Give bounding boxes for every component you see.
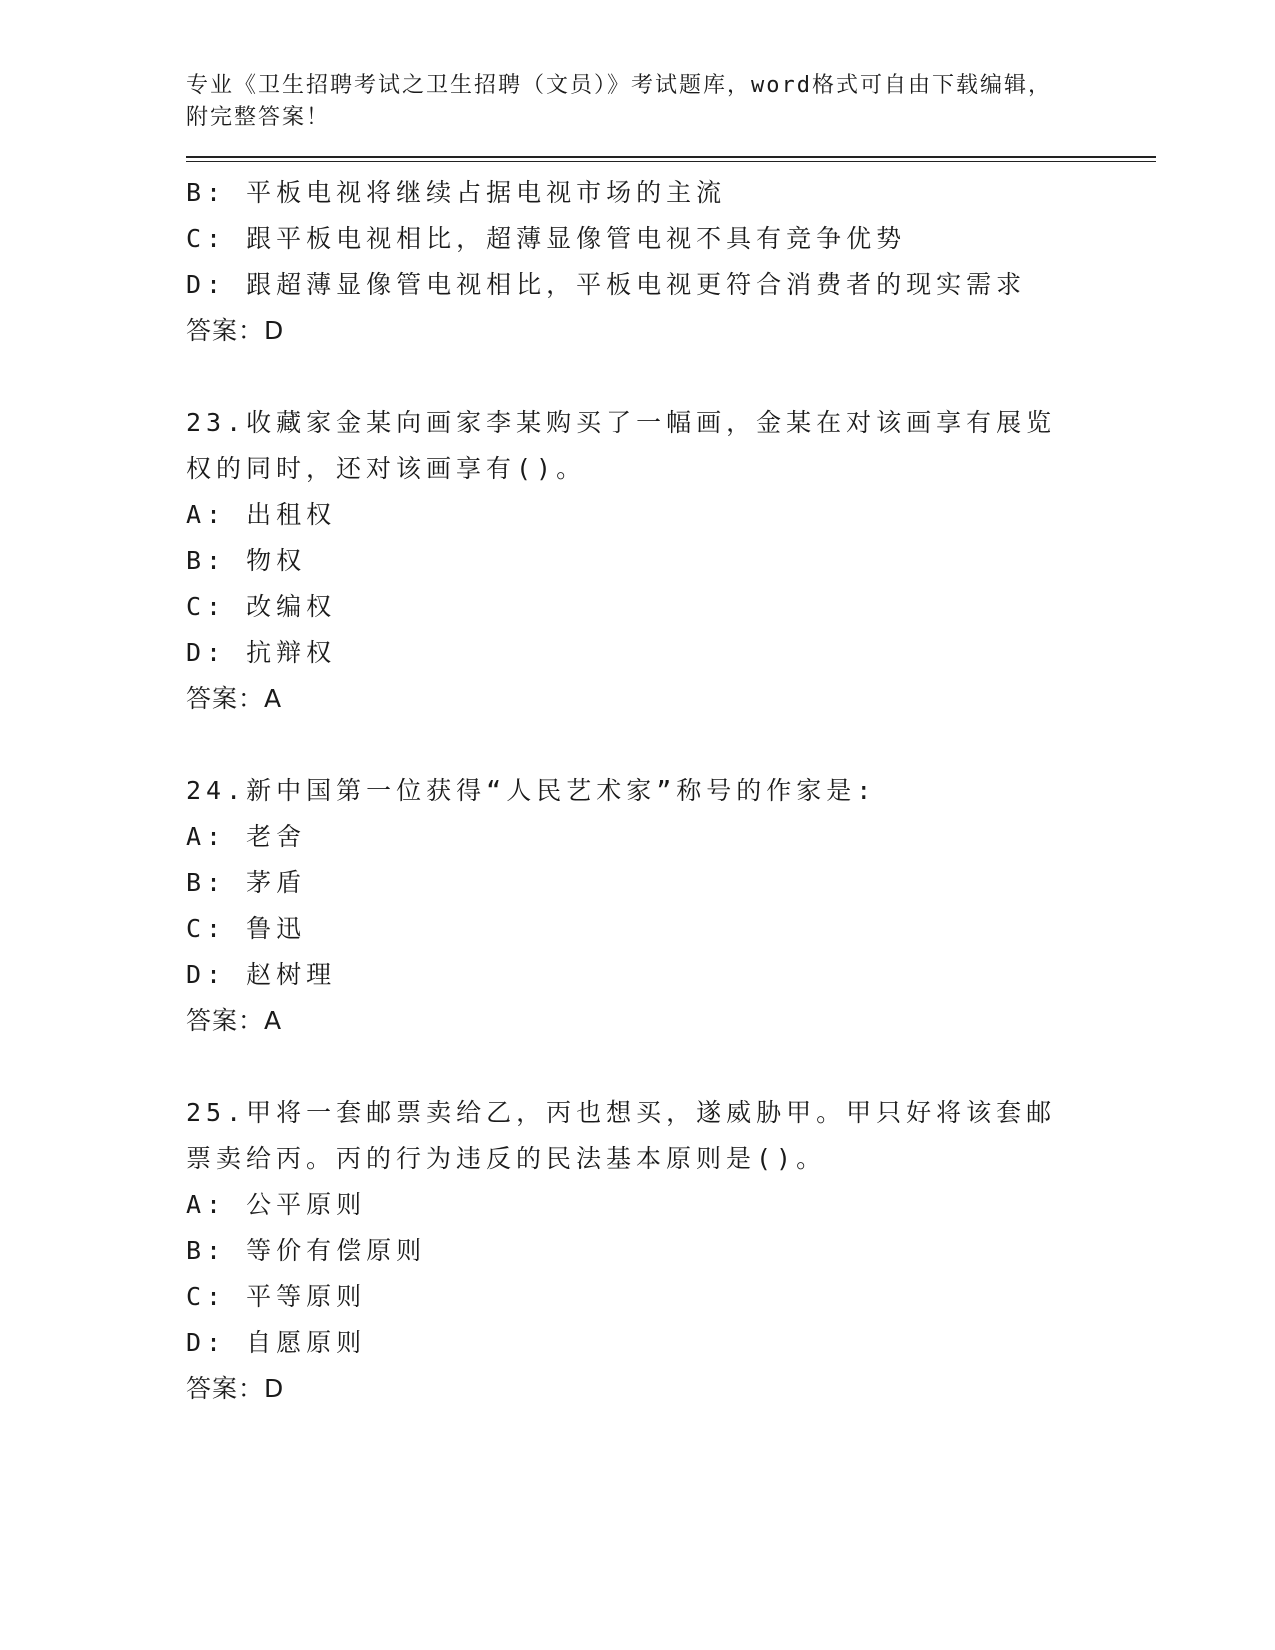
spacer bbox=[186, 1044, 1156, 1090]
option-b: B: 物权 bbox=[186, 546, 307, 575]
option-a: A: 公平原则 bbox=[186, 1190, 367, 1219]
option-b: B: 等价有偿原则 bbox=[186, 1236, 427, 1265]
question-25 bbox=[186, 1090, 1156, 1412]
spacer bbox=[186, 354, 1156, 400]
question-24 bbox=[186, 768, 1156, 1044]
answer-line: 答案：A bbox=[186, 1006, 283, 1035]
question-text: 25.甲将一套邮票卖给乙，丙也想买，遂威胁甲。甲只好将该套邮票卖给丙。丙的行为违反的民法基本原则是()。 bbox=[186, 1098, 1057, 1173]
answer-line: 答案：D bbox=[186, 316, 285, 345]
spacer bbox=[186, 722, 1156, 768]
option-d: D: 赵树理 bbox=[186, 960, 337, 989]
option-d: D: 抗辩权 bbox=[186, 638, 337, 667]
option-c: C: 平等原则 bbox=[186, 1282, 367, 1311]
answer-line: 答案：A bbox=[186, 684, 283, 713]
question-22-continuation bbox=[186, 170, 1156, 354]
option-b: B: 茅盾 bbox=[186, 868, 307, 897]
option-d: D: 自愿原则 bbox=[186, 1328, 367, 1357]
option-b: B: 平板电视将继续占据电视市场的主流 bbox=[186, 178, 727, 207]
question-23 bbox=[186, 400, 1156, 722]
answer-line: 答案：D bbox=[186, 1374, 285, 1403]
option-a: A: 老舍 bbox=[186, 822, 307, 851]
question-text: 23.收藏家金某向画家李某购买了一幅画，金某在对该画享有展览权的同时，还对该画享有()。 bbox=[186, 408, 1057, 483]
option-d: D: 跟超薄显像管电视相比，平板电视更符合消费者的现实需求 bbox=[186, 270, 1027, 299]
option-c: C: 改编权 bbox=[186, 592, 337, 621]
question-text: 24.新中国第一位获得“人民艺术家”称号的作家是: bbox=[186, 776, 877, 805]
header-divider bbox=[186, 156, 1156, 162]
document-page bbox=[186, 70, 1156, 1412]
document-header: 专业《卫生招聘考试之卫生招聘（文员）》考试题库，word格式可自由下载编辑，附完整答案！ bbox=[186, 73, 1052, 130]
option-c: C: 跟平板电视相比，超薄显像管电视不具有竞争优势 bbox=[186, 224, 907, 253]
option-a: A: 出租权 bbox=[186, 500, 337, 529]
option-c: C: 鲁迅 bbox=[186, 914, 307, 943]
